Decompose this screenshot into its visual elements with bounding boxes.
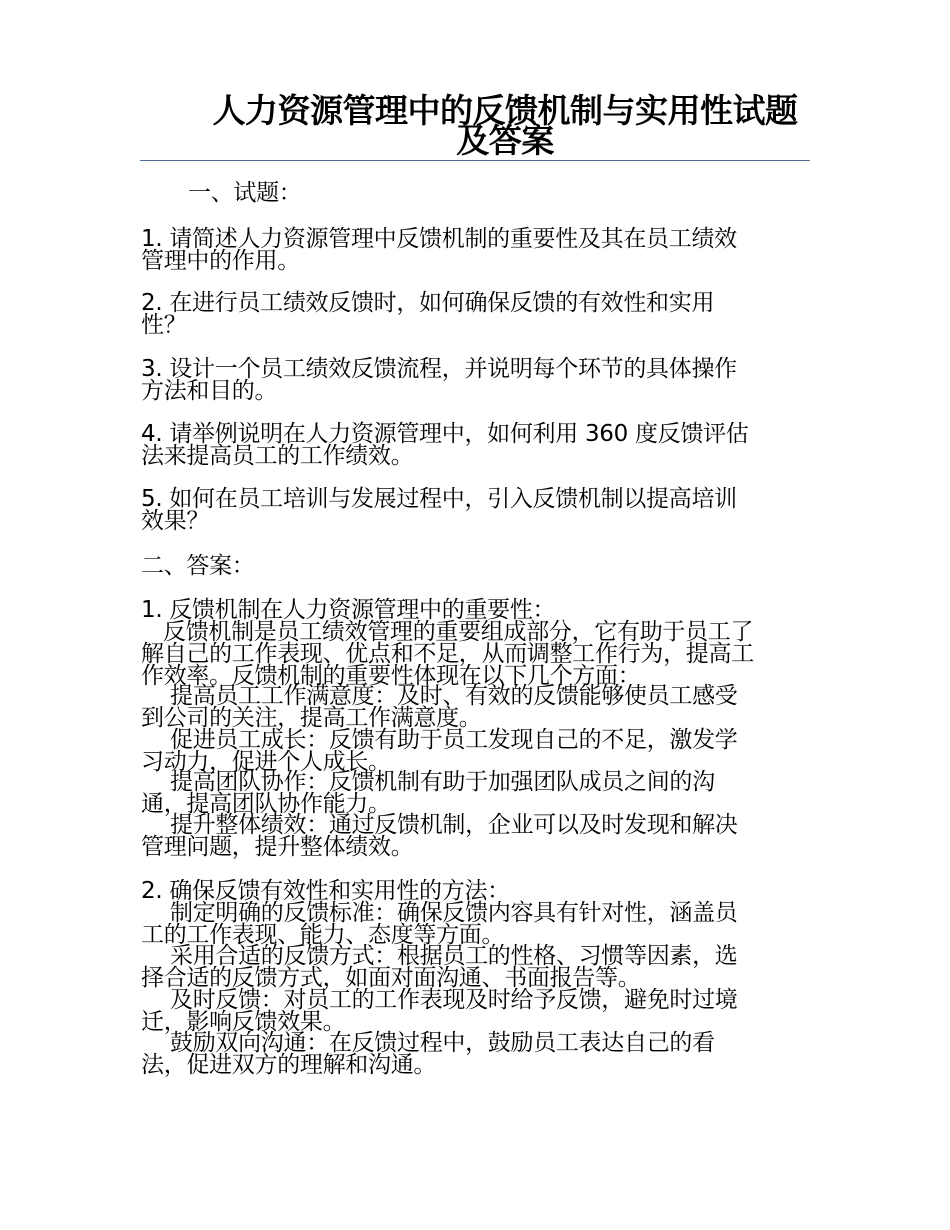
answer-1-point-1-line-2: 到公司的关注，提高工作满意度。 xyxy=(141,705,482,731)
question-4-line-2: 法来提高员工的工作绩效。 xyxy=(141,443,414,469)
answer-2-point-1-line-1: 制定明确的反馈标准：确保反馈内容具有针对性，涵盖员 xyxy=(170,900,738,926)
answer-1-intro-line-2: 解自己的工作表现、优点和不足，从而调整工作行为，提高工 xyxy=(141,641,754,667)
answer-2-point-4-line-2: 法，促进双方的理解和沟通。 xyxy=(141,1052,437,1078)
answer-2-point-2-line-1: 采用合适的反馈方式：根据员工的性格、习惯等因素，选 xyxy=(170,943,738,969)
answer-1-point-3-line-1: 提高团队协作：反馈机制有助于加强团队成员之间的沟 xyxy=(170,769,715,795)
question-5-line-2: 效果？ xyxy=(141,508,210,534)
question-3-line-1: 3. 设计一个员工绩效反馈流程，并说明每个环节的具体操作 xyxy=(141,356,737,382)
answer-1-point-4-line-2: 管理问题，提升整体绩效。 xyxy=(141,834,414,860)
answer-2-point-3-line-1: 及时反馈：对员工的工作表现及时给予反馈，避免时过境 xyxy=(170,987,738,1013)
answer-1-intro-line-1: 反馈机制是员工绩效管理的重要组成部分，它有助于员工了 xyxy=(163,619,754,645)
question-4-line-1: 4. 请举例说明在人力资源管理中，如何利用 360 度反馈评估 xyxy=(141,421,749,447)
question-2-line-1: 2. 在进行员工绩效反馈时，如何确保反馈的有效性和实用 xyxy=(141,290,715,316)
question-1-line-1: 1. 请简述人力资源管理中反馈机制的重要性及其在员工绩效 xyxy=(141,226,737,252)
answer-2-point-2-line-2: 择合适的反馈方式，如面对面沟通、书面报告等。 xyxy=(141,965,641,991)
answer-2-point-4-line-1: 鼓励双向沟通：在反馈过程中，鼓励员工表达自己的看 xyxy=(170,1030,715,1056)
section-heading-questions: 一、试题： xyxy=(188,180,302,206)
answer-1-point-2-line-2: 习动力，促进个人成长。 xyxy=(141,749,391,775)
answer-1-point-4-line-1: 提升整体绩效：通过反馈机制，企业可以及时发现和解决 xyxy=(170,812,738,838)
question-1-line-2: 管理中的作用。 xyxy=(141,248,300,274)
answer-2-point-1-line-2: 工的工作表现、能力、态度等方面。 xyxy=(141,922,505,948)
title-line-1: 人力资源管理中的反馈机制与实用性试题 xyxy=(212,91,798,130)
question-2-line-2: 性？ xyxy=(141,312,187,338)
section-heading-answers: 二、答案： xyxy=(141,553,255,579)
question-5-line-1: 5. 如何在员工培训与发展过程中，引入反馈机制以提高培训 xyxy=(141,486,737,512)
answer-1-intro-line-3: 作效率。反馈机制的重要性体现在以下几个方面： xyxy=(141,663,641,689)
answer-1-point-1-line-1: 提高员工工作满意度：及时、有效的反馈能够使员工感受 xyxy=(170,683,738,709)
document-title xyxy=(140,91,810,160)
answer-2-heading: 2. 确保反馈有效性和实用性的方法： xyxy=(141,878,510,904)
answer-1-point-3-line-2: 通，提高团队协作能力。 xyxy=(141,791,391,817)
answer-1-heading: 1. 反馈机制在人力资源管理中的重要性： xyxy=(141,597,556,623)
question-3-line-2: 方法和目的。 xyxy=(141,378,278,404)
title-line-2: 及答案 xyxy=(456,121,554,160)
title-underline xyxy=(140,160,810,161)
answer-1-point-2-line-1: 促进员工成长：反馈有助于员工发现自己的不足，激发学 xyxy=(170,727,738,753)
answer-2-point-3-line-2: 迁，影响反馈效果。 xyxy=(141,1009,346,1035)
